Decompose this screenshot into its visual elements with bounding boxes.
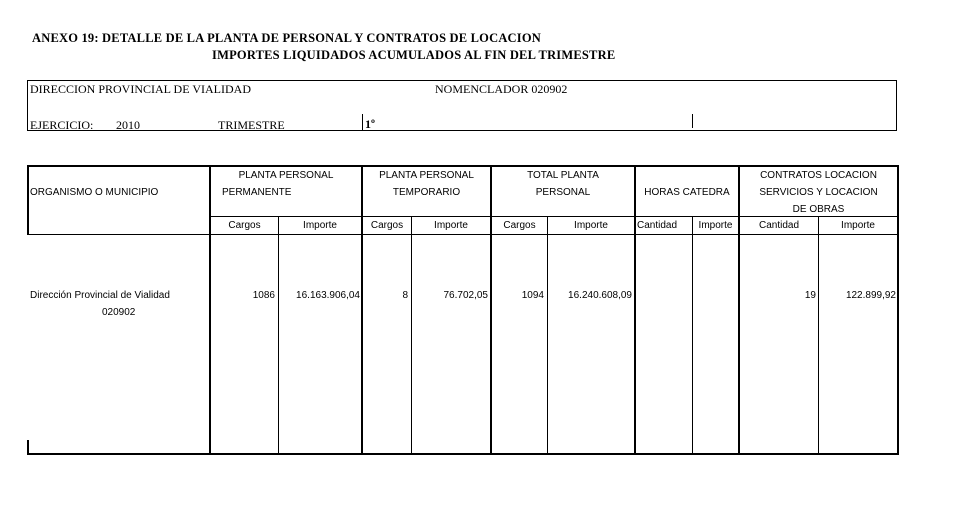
subheader-horas-cantidad: Cantidad [637, 220, 678, 231]
subheader-total-importe: Importe [574, 220, 608, 231]
subheader-top-line [209, 216, 635, 217]
trimestre-value: 1º [365, 117, 375, 131]
cell-perm-cargos: 1086 [252, 290, 275, 301]
nomenclador: NOMENCLADOR 020902 [435, 82, 568, 96]
title-line-2: IMPORTES LIQUIDADOS ACUMULADOS AL FIN DEL TRIMESTRE [212, 48, 616, 62]
cell-total-importe: 16.240.608,09 [568, 290, 632, 301]
cell-contratos-cantidad: 19 [804, 290, 816, 301]
trimestre-label: TRIMESTRE [218, 118, 285, 132]
cell-total-cargos: 1094 [521, 290, 544, 301]
header-horas: HORAS CATEDRA [644, 187, 730, 198]
header-temporario-2: TEMPORARIO [392, 187, 461, 198]
header-temporario-1: PLANTA PERSONAL [379, 170, 474, 181]
subheader-temp-cargos: Cargos [370, 220, 404, 231]
cell-perm-importe: 16.163.906,04 [296, 290, 360, 301]
ejercicio-value: 2010 [116, 118, 140, 132]
cell-contratos-importe: 122.899,92 [845, 290, 896, 301]
trimestre-separator [362, 114, 363, 130]
header-contratos-3: DE OBRAS [792, 204, 845, 215]
header-total-1: TOTAL PLANTA [527, 170, 599, 181]
cell-temp-cargos: 8 [402, 290, 408, 301]
subheader-horas-importe: Importe [698, 220, 733, 231]
row-organismo-name: Dirección Provincial de Vialidad [30, 290, 170, 301]
header-permanente-2: PERMANENTE [222, 187, 292, 198]
cell-temp-importe: 76.702,05 [443, 290, 488, 301]
organismo-name: DIRECCION PROVINCIAL DE VIALIDAD [30, 82, 251, 96]
row-organismo-code: 020902 [102, 307, 136, 318]
subheader-total-cargos: Cargos [503, 220, 536, 231]
subheader-temp-importe: Importe [434, 220, 468, 231]
subheader-contratos-cantidad: Cantidad [758, 220, 800, 231]
subheader-perm-importe: Importe [303, 220, 337, 231]
subheader-contratos-importe: Importe [841, 220, 875, 231]
col-organismo-header: ORGANISMO O MUNICIPIO [30, 187, 159, 198]
header-permanente-1: PLANTA PERSONAL [238, 170, 334, 181]
header-bottom-line [27, 234, 898, 235]
subheader-perm-cargos: Cargos [228, 220, 261, 231]
header-total-2: PERSONAL [535, 187, 591, 198]
header-contratos-2: SERVICIOS Y LOCACION [759, 187, 878, 198]
info-box-marker [692, 114, 693, 128]
title-line-1: ANEXO 19: DETALLE DE LA PLANTA DE PERSONAL Y CONTRATOS DE LOCACION [32, 31, 541, 45]
ejercicio-label: EJERCICIO: [30, 118, 94, 132]
header-contratos-1: CONTRATOS LOCACION [760, 170, 877, 181]
